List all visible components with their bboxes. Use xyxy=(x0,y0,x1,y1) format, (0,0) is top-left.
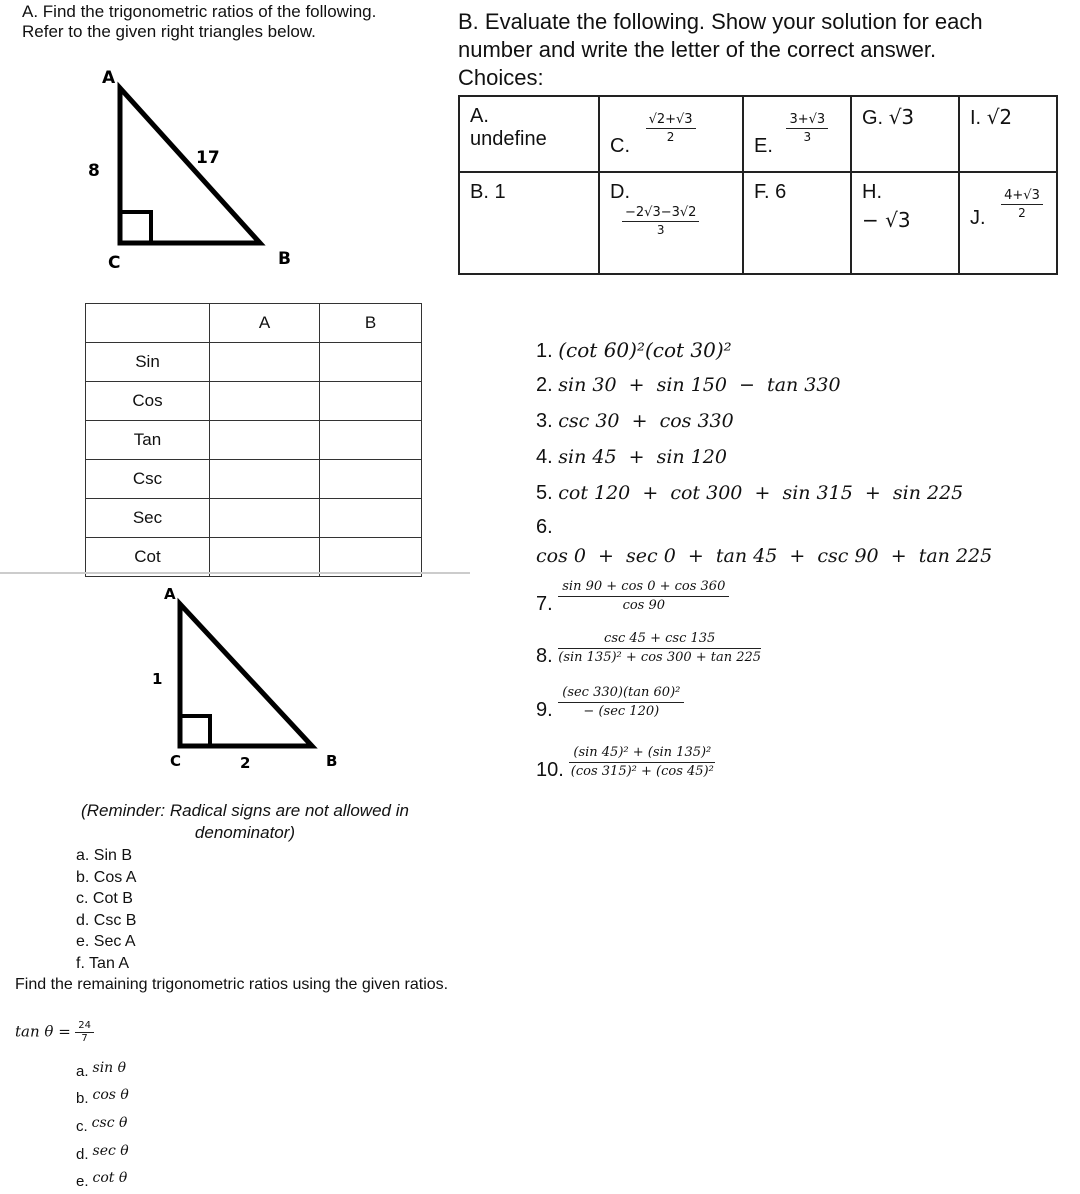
choice-e-denominator: 3 xyxy=(803,130,812,144)
triangle-2-figure xyxy=(140,582,360,772)
sub-item-expression: sin θ xyxy=(92,1060,127,1076)
given-ratio-denominator: 7 xyxy=(81,1033,88,1044)
part-a-heading-line1: A. Find the trigonometric ratios of the following. xyxy=(22,2,377,21)
choice-e xyxy=(743,96,851,172)
given-ratio-lhs: tan θ = xyxy=(15,1022,71,1041)
choice-f xyxy=(743,172,851,274)
triangle-1-side-17: 17 xyxy=(196,148,220,168)
triangle-1-vertex-a: A xyxy=(102,70,116,88)
ratio-cell-b-sec[interactable] xyxy=(320,499,422,538)
choice-e-fraction xyxy=(786,111,828,145)
choice-b xyxy=(459,172,599,274)
triangle-2-vertex-a: A xyxy=(164,585,176,603)
problem-expression: (cot 60)²(cot 30)² xyxy=(558,338,732,362)
choice-i xyxy=(959,96,1057,172)
choice-e-letter: E. xyxy=(754,135,773,158)
problem-fraction xyxy=(569,744,715,781)
problem-denominator: (sin 135)² + cos 300 + tan 225 xyxy=(558,650,762,665)
problem-number: 1. xyxy=(536,340,553,362)
choice-j-fraction xyxy=(1001,187,1043,221)
problem-1 xyxy=(536,338,732,363)
list-item: a. Sin B xyxy=(76,847,133,864)
choice-d xyxy=(599,172,743,274)
problem-expression: sin 45 + sin 120 xyxy=(558,446,727,468)
triangle-2-shape xyxy=(180,604,312,746)
triangle-1-figure xyxy=(80,70,310,270)
choice-d-fraction xyxy=(622,204,699,238)
find-remaining-instruction: Find the remaining trigonometric ratios using the given ratios. xyxy=(15,976,449,993)
problem-number: 8. xyxy=(536,644,553,667)
triangle-2-vertex-c: C xyxy=(170,752,182,770)
triangle-1-right-angle xyxy=(120,212,151,243)
ratio-cell-a-sec[interactable] xyxy=(210,499,320,538)
choice-j-letter: J. xyxy=(970,207,986,230)
choice-a-letter: A. xyxy=(470,105,489,127)
problem-number: 6. xyxy=(536,516,553,538)
table-row xyxy=(86,382,422,421)
problem-numerator: (sin 45)² + (sin 135)² xyxy=(569,744,715,763)
choice-i-text: √2 xyxy=(986,105,1013,129)
problem-6 xyxy=(536,516,992,567)
part-a-heading-line2: Refer to the given right triangles below. xyxy=(22,22,316,41)
table-row xyxy=(86,538,422,577)
problem-denominator: − (sec 120) xyxy=(583,704,660,719)
choice-d-denominator: 3 xyxy=(656,223,665,237)
ratio-cell-b-tan[interactable] xyxy=(320,421,422,460)
ratio-row-label: Cot xyxy=(86,538,210,577)
problem-number: 2. xyxy=(536,374,553,396)
list-item xyxy=(76,1170,128,1190)
sub-item-letter: c. xyxy=(76,1118,88,1135)
choices-label: Choices: xyxy=(458,65,544,90)
triangle-1-shape xyxy=(120,88,260,243)
choice-d-letter: D. xyxy=(610,181,630,203)
triangle-2-side-2: 2 xyxy=(240,754,251,772)
triangle-2-right-angle xyxy=(180,716,210,746)
ratio-header-a: A xyxy=(210,304,320,343)
problem-number: 7. xyxy=(536,592,553,615)
choice-d-numerator: −2√3−3√2 xyxy=(622,204,699,222)
sub-item-letter: b. xyxy=(76,1090,89,1107)
problem-7 xyxy=(536,578,729,615)
choice-e-numerator: 3+√3 xyxy=(786,111,828,129)
choice-j-numerator: 4+√3 xyxy=(1001,187,1043,205)
problem-fraction xyxy=(558,578,729,615)
choice-c-fraction xyxy=(646,111,696,145)
problem-number: 10. xyxy=(536,758,564,781)
choice-g xyxy=(851,96,959,172)
ratio-cell-b-csc[interactable] xyxy=(320,460,422,499)
problem-expression: cot 120 + cot 300 + sin 315 + sin 225 xyxy=(558,482,964,504)
ratio-cell-b-sin[interactable] xyxy=(320,343,422,382)
part-a-heading xyxy=(22,2,376,42)
problem-5 xyxy=(536,482,963,505)
ratio-row-label: Sec xyxy=(86,499,210,538)
ratio-question-list xyxy=(76,845,136,974)
ratio-cell-a-sin[interactable] xyxy=(210,343,320,382)
triangle-2-side-1: 1 xyxy=(152,670,163,688)
choice-j xyxy=(959,172,1057,274)
reminder-note xyxy=(60,800,430,844)
given-ratio-numerator: 24 xyxy=(75,1020,94,1033)
problem-4 xyxy=(536,446,727,469)
ratio-cell-b-cot[interactable] xyxy=(320,538,422,577)
triangle-1-vertex-c: C xyxy=(108,253,121,270)
choice-c-denominator: 2 xyxy=(666,130,675,144)
table-row xyxy=(86,421,422,460)
choice-g-text: √3 xyxy=(888,105,915,129)
list-item xyxy=(76,1087,129,1107)
table-row xyxy=(86,460,422,499)
ratio-cell-a-cot[interactable] xyxy=(210,538,320,577)
problem-numerator: csc 45 + csc 135 xyxy=(558,630,761,649)
problem-10 xyxy=(536,744,715,781)
part-b-heading xyxy=(458,8,1068,92)
list-item: e. Sec A xyxy=(76,933,136,950)
problem-denominator: (cos 315)² + (cos 45)² xyxy=(570,764,714,779)
choice-h xyxy=(851,172,959,274)
sub-item-expression: sec θ xyxy=(92,1143,129,1159)
choice-g-letter: G. xyxy=(862,107,884,129)
ratio-row-label: Sin xyxy=(86,343,210,382)
list-item: c. Cot B xyxy=(76,890,133,907)
choice-h-text: − √3 xyxy=(862,208,911,232)
list-item xyxy=(76,1060,127,1080)
choice-c-numerator: √2+√3 xyxy=(646,111,696,129)
ratio-cell-a-cos[interactable] xyxy=(210,382,320,421)
ratio-row-label: Cos xyxy=(86,382,210,421)
sub-item-letter: e. xyxy=(76,1173,89,1190)
choice-a xyxy=(459,96,599,172)
triangle-1-side-8: 8 xyxy=(88,161,100,181)
given-ratio-fraction xyxy=(75,1020,94,1045)
choice-h-letter: H. xyxy=(862,181,882,203)
triangle-1-vertex-b: B xyxy=(278,249,291,269)
ratio-header-blank xyxy=(86,304,210,343)
section-divider xyxy=(0,572,470,574)
problem-fraction xyxy=(558,684,684,721)
ratio-cell-a-csc[interactable] xyxy=(210,460,320,499)
table-row xyxy=(86,499,422,538)
problem-fraction xyxy=(558,630,761,667)
problem-number: 3. xyxy=(536,410,553,432)
list-item: d. Csc B xyxy=(76,911,137,929)
problem-number: 5. xyxy=(536,482,553,504)
problem-2 xyxy=(536,374,841,397)
ratio-row-label: Csc xyxy=(86,460,210,499)
table-row xyxy=(86,343,422,382)
problem-9 xyxy=(536,684,684,721)
problem-3 xyxy=(536,410,734,433)
problem-expression: sin 30 + sin 150 − tan 330 xyxy=(558,374,841,396)
part-b-heading-line2: number and write the letter of the correct answer. xyxy=(458,37,937,62)
problem-expression: csc 30 + cos 330 xyxy=(558,410,734,432)
ratio-table xyxy=(85,303,422,577)
problem-expression: cos 0 + sec 0 + tan 45 + csc 90 + tan 225 xyxy=(536,545,993,567)
problem-8 xyxy=(536,630,761,667)
choice-c xyxy=(599,96,743,172)
part-b-heading-line1: B. Evaluate the following. Show your solution for each xyxy=(458,9,983,34)
problem-number: 9. xyxy=(536,698,553,721)
list-item xyxy=(76,1143,129,1163)
choice-b-text: B. 1 xyxy=(470,181,506,203)
problem-number: 4. xyxy=(536,446,553,468)
ratio-row-label: Tan xyxy=(86,421,210,460)
list-item xyxy=(76,1115,128,1135)
reminder-line2: denominator) xyxy=(194,823,296,842)
reminder-line1: (Reminder: Radical signs are not allowed in xyxy=(81,801,409,820)
choice-a-text: undefine xyxy=(470,128,547,150)
choice-c-letter: C. xyxy=(610,135,630,158)
choice-i-letter: I. xyxy=(970,107,982,129)
choices-table xyxy=(458,95,1058,275)
choice-j-denominator: 2 xyxy=(1018,206,1026,220)
sub-item-letter: d. xyxy=(76,1146,89,1163)
choice-f-text: F. 6 xyxy=(754,181,787,203)
problem-denominator: cos 90 xyxy=(622,598,666,613)
sub-item-letter: a. xyxy=(76,1063,89,1080)
given-ratio xyxy=(15,1020,94,1045)
ratio-cell-a-tan[interactable] xyxy=(210,421,320,460)
sub-item-expression: csc θ xyxy=(91,1115,128,1131)
list-item: b. Cos A xyxy=(76,868,137,886)
problem-numerator: sin 90 + cos 0 + cos 360 xyxy=(558,578,729,597)
ratio-header-b: B xyxy=(320,304,422,343)
sub-item-expression: cot θ xyxy=(92,1170,128,1186)
sub-item-expression: cos θ xyxy=(92,1087,129,1103)
ratio-cell-b-cos[interactable] xyxy=(320,382,422,421)
list-item: f. Tan A xyxy=(76,954,130,972)
triangle-2-vertex-b: B xyxy=(326,752,338,770)
problem-numerator: (sec 330)(tan 60)² xyxy=(558,684,684,703)
